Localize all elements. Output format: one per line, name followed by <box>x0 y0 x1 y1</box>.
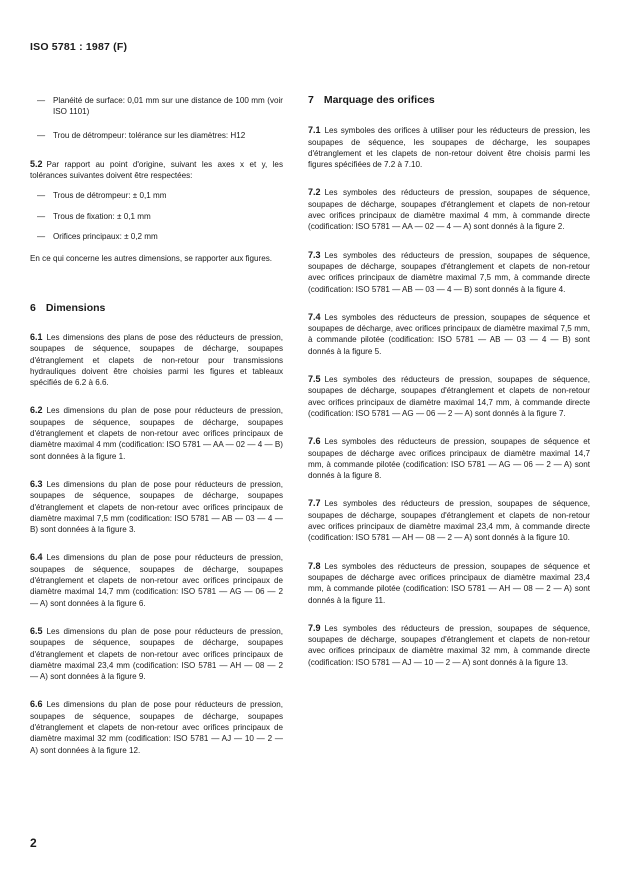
paragraph-7-5: 7.5 Les symboles des réducteurs de pression, soupapes de séquence, soupapes de décharge, soupapes d'étranglement et clapets de non-retour avec orifices principaux de diamètre maximal 14,7 mm, à commande directe (codification: ISO 5781 — AG — 06 — 2 — A) sont donnés à la figure 7. <box>308 374 590 418</box>
paragraph-7-7: 7.7 Les symboles des réducteurs de pression, soupapes de séquence, soupapes de décharge, soupapes d'étranglement et clapets de non-retour avec orifices principaux de diamètre maximal 23,4 mm, à commande directe (codification: ISO 5781 — AH — 08 — 2 — A) sont donnés à la figure 10. <box>308 498 590 543</box>
paragraph-6-1: 6.1 Les dimensions des plans de pose des réducteurs de pression, soupapes de séquence, soupapes de décharge, soupapes d'étranglement et clapets de non-retour pour transmissions hydrauliques doivent être choisies parmi les figures et tableaux spécifiés de 6.2 à 6.6. <box>30 331 283 388</box>
paragraph-7-4: 7.4 Les symboles des réducteurs de pression, soupapes de séquence et soupapes de décharge, avec orifices principaux de diamètre maximal 7,5 mm, à commande pilotée (codification: ISO 5781 — AB — 03 — 4 — B) sont donnés à la figure 5. <box>308 311 590 356</box>
paragraph-6-2: 6.2 Les dimensions du plan de pose pour réducteurs de pression, soupapes de séquence, soupapes de décharge, soupapes d'étranglement et clapets de non-retour avec orifices principaux de diamètre maximal 4 mm (codification: ISO 5781 — AA — 02 — 4 — B) sont données à la figure 1. <box>30 405 283 461</box>
paragraph-5-2: 5.2 Par rapport au point d'origine, suivant les axes x et y, les tolérances suivantes doivent être respectées: <box>30 158 283 181</box>
paragraph-7-8: 7.8 Les symboles des réducteurs de pression, soupapes de séquence et soupapes de décharge avec orifices principaux de diamètre maximal 23,4 mm, à commande pilotée (codification: ISO 5781 — AH — 08 — 2 — A) sont donnés à la figure 11. <box>308 560 590 605</box>
paragraph-6-4: 6.4 Les dimensions du plan de pose pour réducteurs de pression, soupapes de séquence, soupapes de décharge, soupapes d'étranglement et clapets de non-retour avec orifices principaux de diamètre maximal 14,7 mm (codification: ISO 5781 — AG — 06 — 2 — A) sont données à la figure 6. <box>30 552 283 608</box>
paragraph-6-3: 6.3 Les dimensions du plan de pose pour réducteurs de pression, soupapes de séquence, soupapes de décharge, soupapes d'étranglement et clapets de non-retour avec orifices principaux de diamètre maximal 7,5 mm (codification: ISO 5781 — AB — 03 — 4 — B) sont données à la figure 3. <box>30 478 283 535</box>
paragraph-6-6: 6.6 Les dimensions du plan de pose pour réducteurs de pression, soupapes de séquence, soupapes de décharge, soupapes d'étranglement et clapets de non-retour avec orifices principaux de diamètre maximal 32 mm (codification: ISO 5781 — AJ — 10 — 2 — A) sont données à la figure 12. <box>30 699 283 755</box>
paragraph-7-3: 7.3 Les symboles des réducteurs de pression, soupapes de séquence, soupapes de décharge, soupapes d'étranglement et clapets de non-retour avec orifices principaux de diamètre maximal 7,5 mm, à commande directe (codification: ISO 5781 — AB — 03 — 4 — B) sont donnés à la figure 4. <box>308 249 590 294</box>
page-number: 2 <box>30 836 37 850</box>
list-item: — Trous de détrompeur: ± 0,1 mm <box>37 191 167 201</box>
section-heading-6: 6 Dimensions <box>30 301 106 314</box>
section-heading-7: 7 Marquage des orifices <box>308 94 435 106</box>
paragraph-7-1: 7.1 Les symboles des orifices à utiliser pour les réducteurs de pression, les soupapes de séquence, les soupapes de décharge, les soupapes d'étranglement et les clapets de non-retour doivent être choisis parmi les figures spécifiées de 7.2 à 7.10. <box>308 125 590 170</box>
right-column <box>308 95 590 668</box>
paragraph-7-9: 7.9 Les symboles des réducteurs de pression, soupapes de séquence, soupapes de décharge, soupapes d'étranglement et clapets de non-retour avec orifices principaux de diamètre maximal 32 mm, à commande directe (codification: ISO 5781 — AJ — 10 — 2 — A) sont donnés à la figure 13. <box>308 622 590 667</box>
list-item: — Orifices principaux: ± 0,2 mm <box>37 232 158 242</box>
paragraph-other-dimensions: En ce qui concerne les autres dimensions, se rapporter aux figures. <box>30 254 273 264</box>
paragraph-6-5: 6.5 Les dimensions du plan de pose pour réducteurs de pression, soupapes de séquence, soupapes de décharge, soupapes d'étranglement et clapets de non-retour avec orifices principaux de diamètre maximal 23,4 mm (codification: ISO 5781 — AH — 08 — 2 — A) sont données à la figure 9. <box>30 625 283 682</box>
left-column <box>30 95 283 756</box>
list-item: — Trou de détrompeur: tolérance sur les diamètres: H12 <box>37 130 246 140</box>
paragraph-7-6: 7.6 Les symboles des réducteurs de pression, soupapes de séquence et soupapes de décharge avec orifices principaux de diamètre maximal 14,7 mm, à commande pilotée (codification: ISO 5781 — AG — 06 — 2 — A) sont donnés à la figure 8. <box>308 436 590 481</box>
paragraph-7-2: 7.2 Les symboles des réducteurs de pression, soupapes de séquence, soupapes de décharge, soupapes d'étranglement et clapets de non-retour avec orifices principaux de diamètre maximal 4 mm, à commande directe (codification: ISO 5781 — AA — 02 — 4 — A) sont donnés à la figure 2. <box>308 187 590 232</box>
list-item: — Trous de fixation: ± 0,1 mm <box>37 211 151 221</box>
document-header: ISO 5781 : 1987 (F) <box>30 41 128 53</box>
list-item: — Planéité de surface: 0,01 mm sur une distance de 100 mm (voir ISO 1101) <box>37 96 283 117</box>
